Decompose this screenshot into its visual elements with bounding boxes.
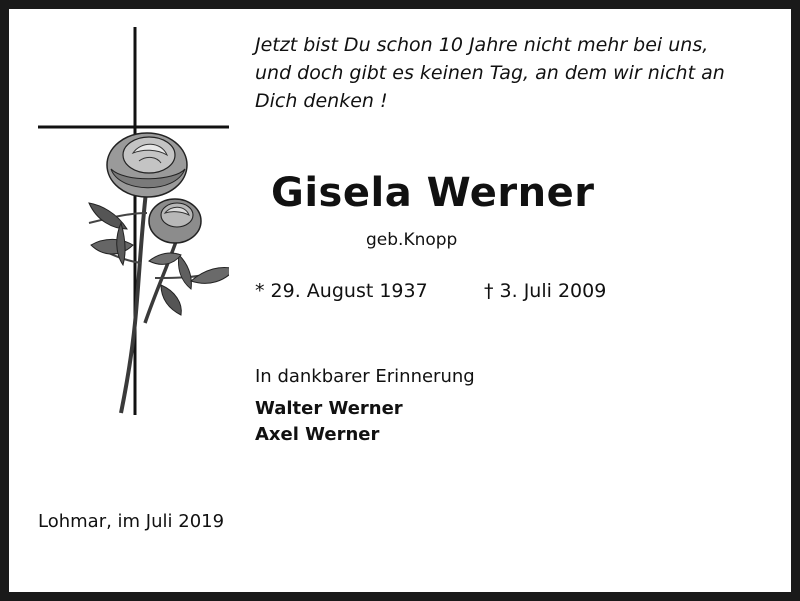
- deceased-name: Gisela Werner: [271, 170, 595, 216]
- quote-line: und doch gibt es keinen Tag, an dem wir nicht an: [255, 62, 725, 84]
- mourner-name: Axel Werner: [255, 424, 380, 445]
- quote-line: Jetzt bist Du schon 10 Jahre nicht mehr bei uns,: [255, 34, 709, 56]
- mourner-name: Walter Werner: [255, 398, 403, 419]
- memorial-quote: [255, 31, 725, 115]
- cross-rose-illustration: [29, 23, 229, 423]
- quote-line: Dich denken !: [255, 90, 388, 112]
- place-date: Lohmar, im Juli 2019: [38, 511, 225, 532]
- remembrance-line: In dankbarer Erinnerung: [255, 366, 475, 387]
- maiden-name: geb.Knopp: [366, 230, 458, 250]
- birth-date: * 29. August 1937: [255, 280, 428, 302]
- death-date: † 3. Juli 2009: [484, 280, 607, 302]
- rose-icon: [89, 133, 229, 413]
